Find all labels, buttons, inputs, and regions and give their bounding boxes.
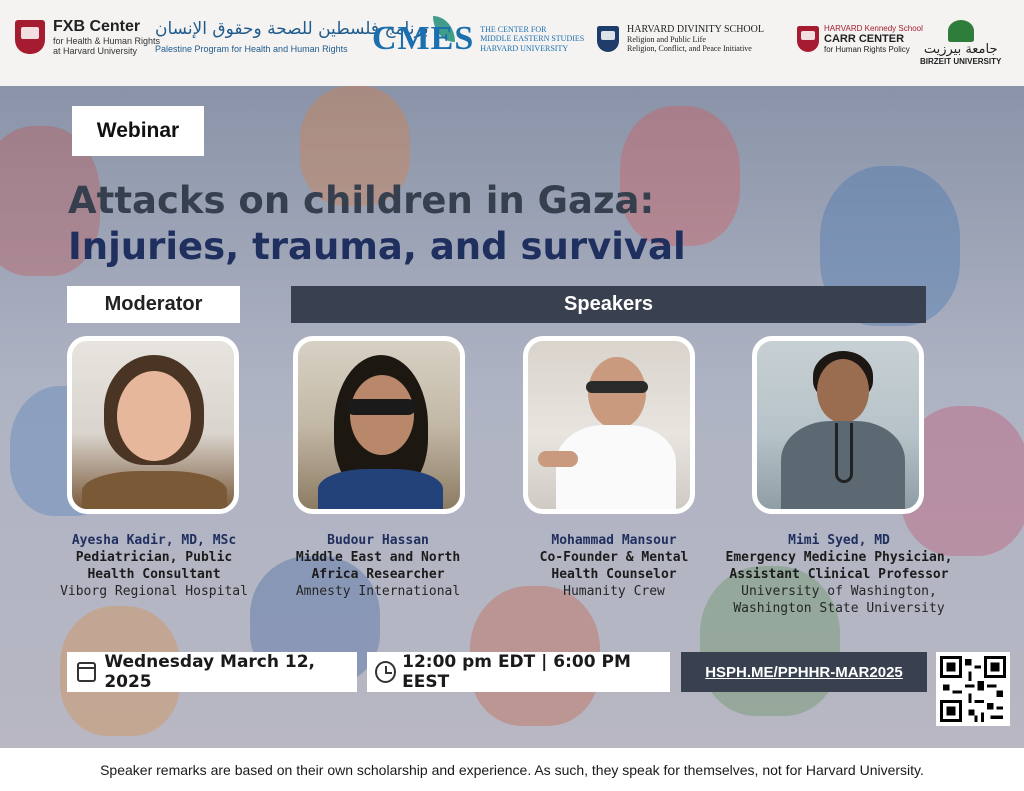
webinar-title <box>68 178 686 270</box>
face-shape <box>117 371 191 461</box>
event-date-text: Wednesday March 12, 2025 <box>104 652 316 692</box>
webinar-banner <box>0 86 1024 748</box>
hand-shape <box>538 451 578 467</box>
person-name: Budour Hassan <box>327 533 429 548</box>
cmes-logo-line-2: MIDDLE EASTERN STUDIES <box>480 34 585 44</box>
disclaimer-footer: Speaker remarks are based on their own scholarship and experience. As such, they speak for themselves, not for Harvard University. <box>0 748 1024 791</box>
person-organization: Amnesty International <box>295 584 461 599</box>
moderator-photo <box>67 336 239 514</box>
face-shape <box>588 357 646 429</box>
palestine-program-english-name: Palestine Program for Health and Human Rights <box>155 44 348 54</box>
cmes-logo-line-1: THE CENTER FOR <box>480 24 547 34</box>
stethoscope-icon <box>835 423 853 483</box>
fxb-logo-subtitle: for Health & Human Rights <box>53 36 161 46</box>
person-organization: Humanity Crew <box>563 584 665 599</box>
birzeit-arabic-name: جامعة بيرزيت <box>923 42 998 57</box>
fxb-center-logo <box>15 18 160 56</box>
fxb-logo-subtitle-2: at Harvard University <box>53 46 138 56</box>
tree-icon <box>948 20 974 42</box>
divinity-program-name: Religion and Public Life <box>627 35 706 44</box>
webinar-tag: Webinar <box>72 106 204 156</box>
qr-code[interactable] <box>936 652 1010 726</box>
birzeit-university-logo <box>920 20 1001 66</box>
kennedy-school-name: HARVARD Kennedy School <box>824 24 923 33</box>
face-shape <box>350 375 414 455</box>
carr-center-logo <box>797 24 923 54</box>
cmes-logo-line-3: HARVARD UNIVERSITY <box>480 43 569 53</box>
person-role: Pediatrician, Public Health Consultant <box>75 550 233 582</box>
person-role: Emergency Medicine Physician, Assistant Clinical Professor <box>725 550 953 582</box>
sunglasses-shape <box>346 399 416 415</box>
birzeit-english-name: BIRZEIT UNIVERSITY <box>920 57 1002 66</box>
person-name: Mohammad Mansour <box>551 533 677 548</box>
divinity-initiative-name: Religion, Conflict, and Peace Initiative <box>627 44 752 53</box>
shirt-shape <box>556 425 676 514</box>
shirt-shape <box>82 471 227 514</box>
cmes-logo-wordmark: CMES <box>372 20 475 57</box>
event-date <box>67 652 357 692</box>
speaker-photo-3 <box>752 336 924 514</box>
speaker-photo-1 <box>293 336 465 514</box>
cmes-logo <box>372 20 584 58</box>
registration-link[interactable]: HSPH.ME/PPHHR-MAR2025 <box>681 652 927 692</box>
title-line-1: Attacks on children in Gaza: <box>68 179 655 222</box>
partner-logo-bar <box>0 0 1024 86</box>
glasses-shape <box>586 381 648 393</box>
shirt-shape <box>318 469 443 514</box>
divinity-shield-icon <box>597 26 619 52</box>
person-organization: Viborg Regional Hospital <box>60 584 248 599</box>
person-name: Mimi Syed, MD <box>788 533 890 548</box>
event-time <box>367 652 670 692</box>
clock-icon <box>375 661 396 683</box>
carr-center-name: CARR CENTER <box>824 33 905 45</box>
person-role: Co-Founder & Mental Health Counselor <box>539 550 689 582</box>
person-organization: University of Washington, Washington State University <box>733 584 945 616</box>
calendar-icon <box>77 662 96 682</box>
title-line-2: Injuries, trauma, and survival <box>68 224 686 268</box>
moderator-heading: Moderator <box>67 286 240 323</box>
harvard-shield-icon <box>15 20 45 54</box>
harvard-divinity-logo <box>597 24 764 53</box>
event-time-text: 12:00 pm EDT | 6:00 PM EEST <box>402 652 631 692</box>
qr-code-icon <box>940 656 1006 722</box>
palestine-program-arabic-name: برنامج فلسطين للصحة وحقوق الإنسان <box>155 19 429 39</box>
kennedy-shield-icon <box>797 26 819 52</box>
person-name: Ayesha Kadir, MD, MSc <box>71 533 237 548</box>
speakers-heading: Speakers <box>291 286 926 323</box>
carr-center-subtitle: for Human Rights Policy <box>824 45 910 54</box>
divinity-school-name: HARVARD DIVINITY SCHOOL <box>627 24 764 35</box>
fxb-logo-title: FXB Center <box>53 18 141 35</box>
face-shape <box>817 359 869 423</box>
speaker-photo-2 <box>523 336 695 514</box>
person-role: Middle East and North Africa Researcher <box>295 550 461 582</box>
